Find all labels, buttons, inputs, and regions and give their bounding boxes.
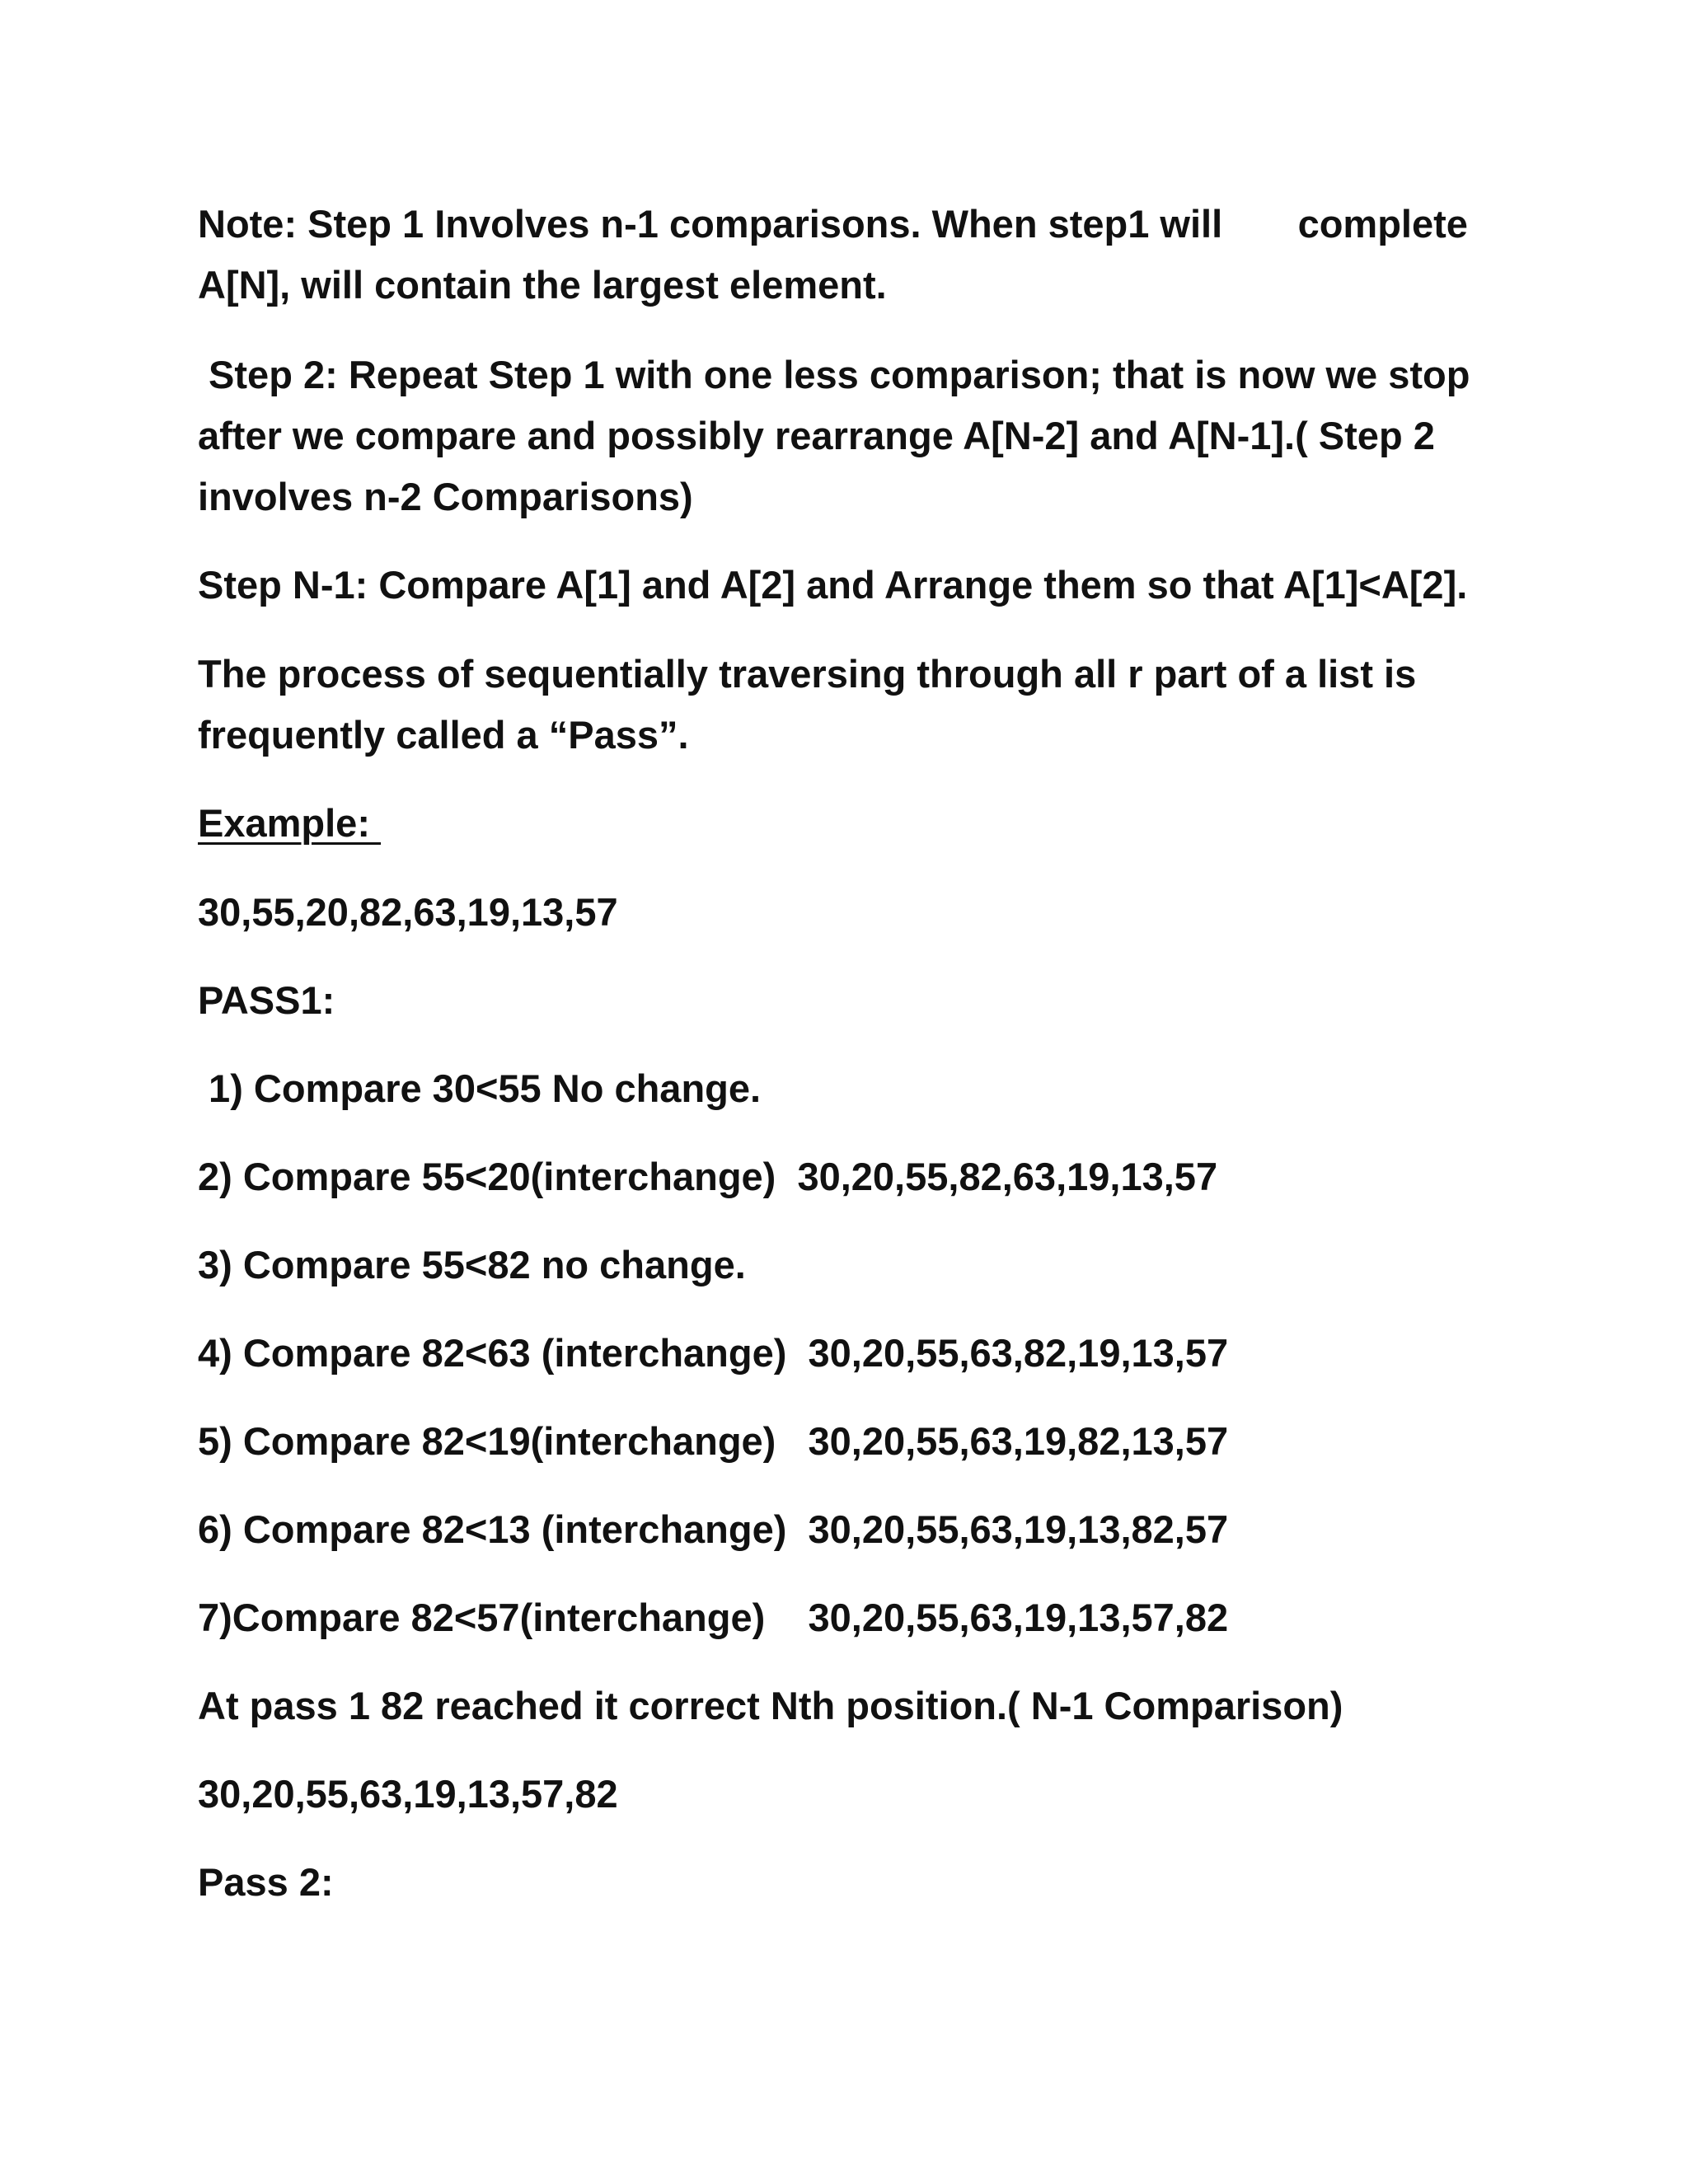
pass1-result: At pass 1 82 reached it correct Nth position.( N-1 Comparison) bbox=[198, 1684, 1343, 1727]
pass1-heading: PASS1: bbox=[198, 978, 335, 1022]
comparison-2: 2) Compare 55<20(interchange) 30,20,55,82,63,19,13,57 bbox=[198, 1155, 1218, 1198]
example-heading: Example: bbox=[198, 801, 382, 845]
note-line-2: A[N], will contain the largest element. bbox=[198, 263, 887, 307]
step-n-minus-1: Step N-1: Compare A[1] and A[2] and Arrange them so that A[1]<A[2]. bbox=[198, 563, 1468, 607]
comparison-4: 4) Compare 82<63 (interchange) 30,20,55,63,82,19,13,57 bbox=[198, 1331, 1229, 1375]
comparison-7: 7)Compare 82<57(interchange) 30,20,55,63,19,13,57,82 bbox=[198, 1596, 1229, 1639]
comparison-3: 3) Compare 55<82 no change. bbox=[198, 1243, 746, 1286]
step2-line-3: involves n-2 Comparisons) bbox=[198, 475, 693, 518]
comparison-5: 5) Compare 82<19(interchange) 30,20,55,63,19,82,13,57 bbox=[198, 1419, 1229, 1463]
pass-definition-line-2: frequently called a “Pass”. bbox=[198, 713, 689, 757]
example-list: 30,55,20,82,63,19,13,57 bbox=[198, 890, 618, 934]
comparison-6: 6) Compare 82<13 (interchange) 30,20,55,63,19,13,82,57 bbox=[198, 1507, 1229, 1551]
step2-line-2: after we compare and possibly rearrange A[N-2] and A[N-1].( Step 2 bbox=[198, 414, 1435, 457]
pass-definition-line-1: The process of sequentially traversing through all r part of a list is bbox=[198, 652, 1417, 696]
step2-line-1: Step 2: Repeat Step 1 with one less comparison; that is now we stop bbox=[198, 353, 1470, 396]
comparison-1: 1) Compare 30<55 No change. bbox=[198, 1066, 762, 1110]
pass2-heading: Pass 2: bbox=[198, 1860, 334, 1904]
note-line-1: Note: Step 1 Involves n-1 comparisons. When step1 will complete bbox=[198, 202, 1468, 246]
after-pass1-list: 30,20,55,63,19,13,57,82 bbox=[198, 1772, 618, 1816]
